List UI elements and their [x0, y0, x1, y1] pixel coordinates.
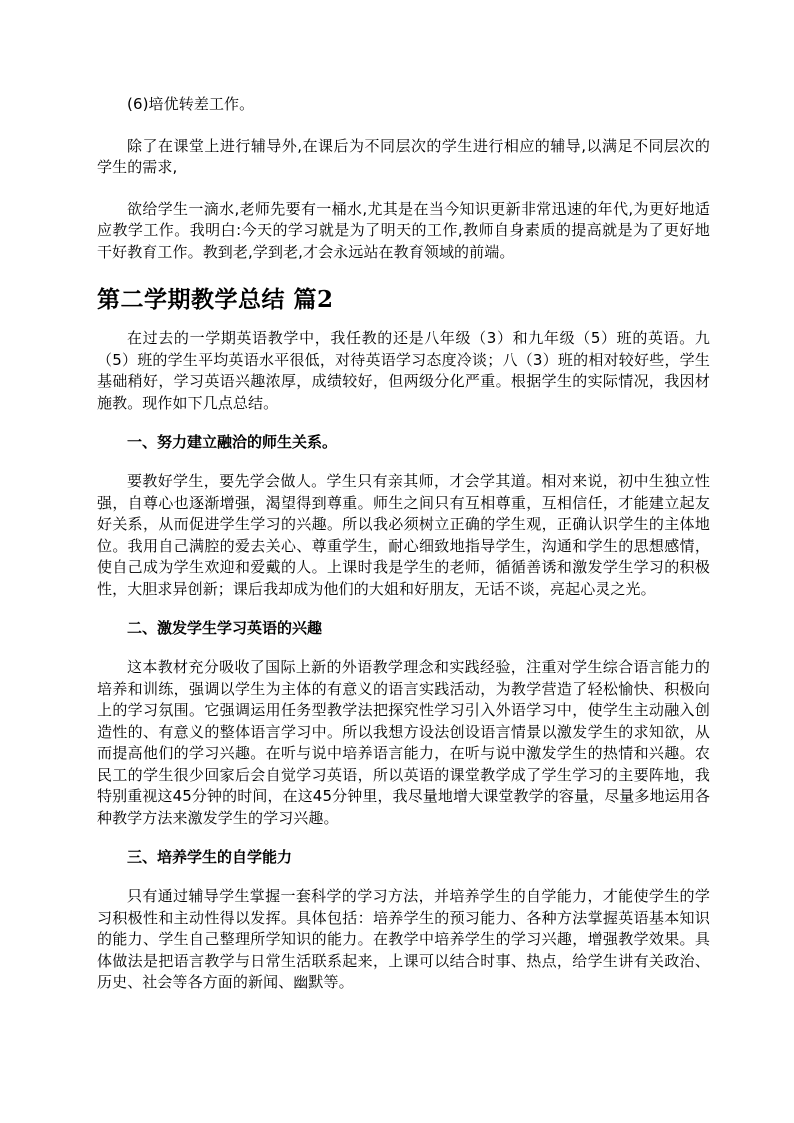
article-title: 第二学期教学总结 篇2: [97, 286, 334, 313]
section-heading-1: 一、努力建立融洽的师生关系。: [127, 433, 338, 451]
section-body-3: 只有通过辅导学生掌握一套科学的学习方法，并培养学生的自学能力，才能使学生的学习积极性和主动性得以发挥。具体包括：培养学生的预习能力、各种方法掌握英语基本知识的能力、学生自己整理所学知识的能力。在教学中培养学生的学习兴趣，增强教学效果。具体做法是把语言教学与日常生活联系起来，上课可以结合时事、热点，给学生讲有关政治、历史、社会等各方面的新闻、幽默等。: [97, 887, 710, 991]
document-page: [97, 94, 710, 994]
section-heading-2: 二、激发学生学习英语的兴趣: [127, 619, 323, 637]
section-heading-3: 三、培养学生的自学能力: [127, 848, 293, 866]
paragraph-self-improvement: 欲给学生一滴水,老师先要有一桶水,尤其是在当今知识更新非常迅速的年代,为更好地适应教学工作。我明白:今天的学习就是为了明天的工作,教师自身素质的提高就是为了更好地干好教育工作。教到老,学到老,才会永远站在教育领域的前端。: [97, 199, 710, 261]
section-body-1: 要教好学生，要先学会做人。学生只有亲其师，才会学其道。相对来说，初中生独立性强，自尊心也逐渐增强，渴望得到尊重。师生之间只有互相尊重，互相信任，才能建立起友好关系，从而促进学生学习的兴趣。所以我必须树立正确的学生观，正确认识学生的主体地位。我用自己满腔的爱去关心、尊重学生，耐心细致地指导学生，沟通和学生的思想感情，使自己成为学生欢迎和爱戴的人。上课时我是学生的老师，循循善诱和激发学生学习的积极性，大胆求异创新；课后我却成为他们的大姐和好朋友，无话不谈，亮起心灵之光。: [97, 472, 710, 598]
section-body-2: 这本教材充分吸收了国际上新的外语教学理念和实践经验，注重对学生综合语言能力的培养和训练，强调以学生为主体的有意义的语言实践活动，为教学营造了轻松愉快、积极向上的学习氛围。它强调运用任务型教学法把探究性学习引入外语学习中，使学生主动融入创造性的、有意义的整体语言学习中。所以我想方设法创设语言情景以激发学生的求知欲，从而提高他们的学习兴趣。在听与说中培养语言能力，在听与说中激发学生的热情和兴趣。农民工的学生很少回家后会自觉学习英语，所以英语的课堂教学成了学生学习的主要阵地，我特别重视这45分钟的时间，在这45分钟里，我尽量地增大课堂教学的容量，尽量多地运用各种教学方法来激发学生的学习兴趣。: [97, 658, 710, 827]
paragraph-tutoring: 除了在课堂上进行辅导外,在课后为不同层次的学生进行相应的辅导,以满足不同层次的学生的需求,: [97, 136, 710, 176]
paragraph-opening: 在过去的一学期英语教学中，我任教的还是八年级（3）和九年级（5）班的英语。九（5）班的学生平均英语水平很低，对待英语学习态度冷谈；八（3）班的相对较好些，学生基础稍好，学习英语兴趣浓厚，成绩较好，但两级分化严重。根据学生的实际情况，我因材施教。现作如下几点总结。: [97, 329, 710, 412]
list-item-6: (6)培优转差工作。: [127, 95, 255, 113]
